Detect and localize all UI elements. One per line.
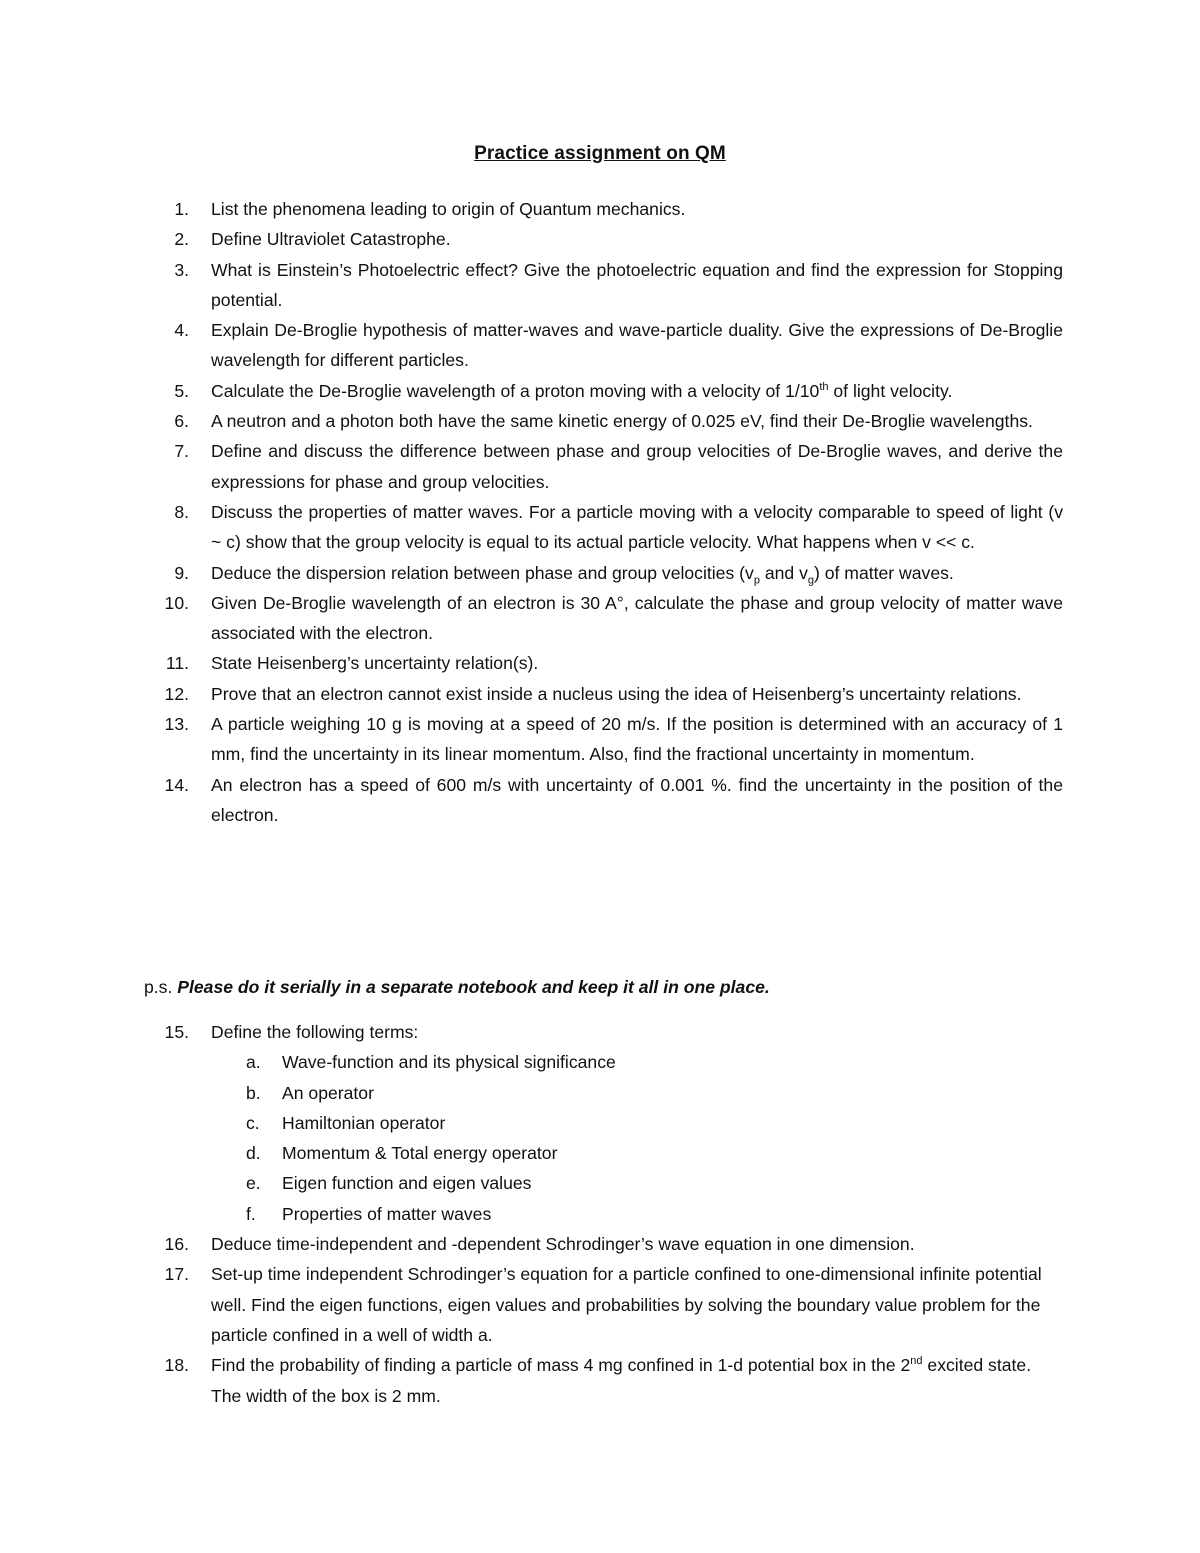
question-text-part: of light velocity. — [828, 380, 953, 401]
question-15 — [0, 1017, 1200, 1047]
page-title: Practice assignment on QM — [474, 143, 726, 164]
term-text: Eigen function and eigen values — [282, 1173, 532, 1194]
question-number: 15. — [164, 1022, 189, 1042]
question-3 — [0, 255, 1200, 316]
question-text: A neutron and a photon both have the same kinetic energy of 0.025 eV, find their De-Broglie wavelengths. — [211, 411, 1033, 432]
question-2 — [0, 224, 1200, 254]
question-number: 12. — [164, 683, 189, 704]
question-number: 14. — [164, 774, 189, 795]
question-number: 11. — [165, 653, 189, 674]
term-text: An operator — [282, 1082, 374, 1103]
question-text — [211, 558, 1063, 588]
ps-emphasis: Please do it serially in a separate notebook and keep it all in one place. — [177, 977, 770, 997]
ps-note — [144, 972, 770, 1002]
subscript: g — [807, 574, 814, 587]
term-text: Properties of matter waves — [282, 1203, 492, 1224]
term-letter: e. — [246, 1173, 261, 1194]
question-text: Given De-Broglie wavelength of an electron is 30 A°, calculate the phase and group velocity of matter wave associated with the electron. — [211, 592, 1063, 644]
term-text: Hamiltonian operator — [282, 1112, 446, 1133]
question-6 — [0, 406, 1200, 436]
term-letter: d. — [246, 1143, 261, 1164]
question-text: Deduce time-independent and -dependent Schrodinger’s wave equation in one dimension. — [211, 1234, 915, 1255]
question-text: An electron has a speed of 600 m/s with uncertainty of 0.001 %. find the uncertainty in the position of the electron. — [211, 774, 1063, 825]
question-text: List the phenomena leading to origin of Quantum mechanics. — [211, 199, 686, 219]
question-number: 17. — [164, 1264, 189, 1285]
question-text: Set-up time independent Schrodinger’s equation for a particle confined to one-dimensional infinite potential well. Find the eigen functions, eigen values and probabilities by solving the boundary value problem for the particle confined in a well of width a. — [211, 1264, 1042, 1345]
question-1 — [0, 194, 1200, 224]
question-12 — [0, 679, 1200, 709]
question-16 — [0, 1229, 1200, 1259]
term-item — [0, 1047, 1200, 1077]
question-text: Discuss the properties of matter waves. For a particle moving with a velocity comparable to speed of light (v ~ c) show that the group velocity is equal to its actual particle velocity. What happens when v << c. — [211, 501, 1063, 553]
question-14 — [0, 770, 1200, 831]
subscript: p — [753, 574, 760, 587]
question-text: Define the following terms: — [211, 1022, 419, 1042]
superscript: th — [819, 380, 829, 393]
question-text — [211, 1350, 1063, 1411]
term-letter: b. — [246, 1082, 261, 1103]
question-10 — [0, 588, 1200, 649]
question-text-part: ) of matter waves. — [814, 562, 954, 583]
ps-prefix: p.s. — [144, 977, 178, 997]
superscript: nd — [910, 1355, 923, 1368]
question-number: 8. — [174, 501, 189, 522]
question-number: 16. — [164, 1234, 189, 1255]
question-number: 4. — [174, 320, 189, 341]
question-number: 7. — [174, 441, 189, 462]
question-text-part: and v — [759, 562, 808, 583]
term-text: Wave-function and its physical significance — [282, 1052, 616, 1073]
question-4 — [0, 315, 1200, 376]
question-text: Explain De-Broglie hypothesis of matter-waves and wave-particle duality. Give the expressions of De-Broglie wavelength for different particles. — [211, 320, 1063, 371]
term-letter: f. — [246, 1203, 256, 1224]
question-11 — [0, 648, 1200, 678]
term-text: Momentum & Total energy operator — [282, 1143, 558, 1164]
question-text-part: Deduce the dispersion relation between phase and group velocities (v — [211, 562, 754, 583]
question-list-part1 — [0, 194, 1200, 830]
term-item — [0, 1138, 1200, 1168]
question-17 — [0, 1259, 1200, 1350]
term-item — [0, 1078, 1200, 1108]
term-item — [0, 1168, 1200, 1198]
question-13 — [0, 709, 1200, 770]
term-item — [0, 1108, 1200, 1138]
question-9 — [0, 558, 1200, 588]
question-text: Define and discuss the difference between phase and group velocities of De-Broglie waves, and derive the expressions for phase and group velocities. — [211, 441, 1063, 492]
question-number: 5. — [174, 380, 189, 401]
question-list-part2 — [0, 1017, 1200, 1411]
question-number: 3. — [174, 259, 189, 280]
question-text-part: excited state. The width of the box is 2 mm. — [211, 1355, 1032, 1406]
question-number: 18. — [164, 1355, 189, 1376]
question-number: 6. — [174, 411, 189, 432]
question-number: 2. — [174, 229, 189, 250]
question-text: A particle weighing 10 g is moving at a speed of 20 m/s. If the position is determined with an accuracy of 1 mm, find the uncertainty in its linear momentum. Also, find the fractional uncertainty in momentum. — [211, 714, 1063, 765]
question-number: 10. — [164, 592, 189, 613]
question-8 — [0, 497, 1200, 558]
question-5 — [0, 376, 1200, 406]
term-item — [0, 1199, 1200, 1229]
question-number: 13. — [164, 714, 189, 735]
question-number: 1. — [174, 199, 189, 219]
question-text-part: Calculate the De-Broglie wavelength of a proton moving with a velocity of 1/10 — [211, 380, 820, 401]
question-number: 9. — [174, 562, 189, 583]
question-text: State Heisenberg’s uncertainty relation(s). — [211, 653, 539, 674]
question-18 — [0, 1350, 1200, 1411]
term-letter: a. — [246, 1052, 261, 1073]
term-letter: c. — [246, 1112, 260, 1133]
question-text: Define Ultraviolet Catastrophe. — [211, 229, 451, 250]
question-text — [211, 376, 1063, 406]
question-text: What is Einstein’s Photoelectric effect? Give the photoelectric equation and find the expression for Stopping potential. — [211, 259, 1063, 310]
question-text: Prove that an electron cannot exist inside a nucleus using the idea of Heisenberg’s uncertainty relations. — [211, 683, 1022, 704]
question-text-part: Find the probability of finding a particle of mass 4 mg confined in 1-d potential box in the 2 — [211, 1355, 911, 1376]
question-7 — [0, 436, 1200, 497]
